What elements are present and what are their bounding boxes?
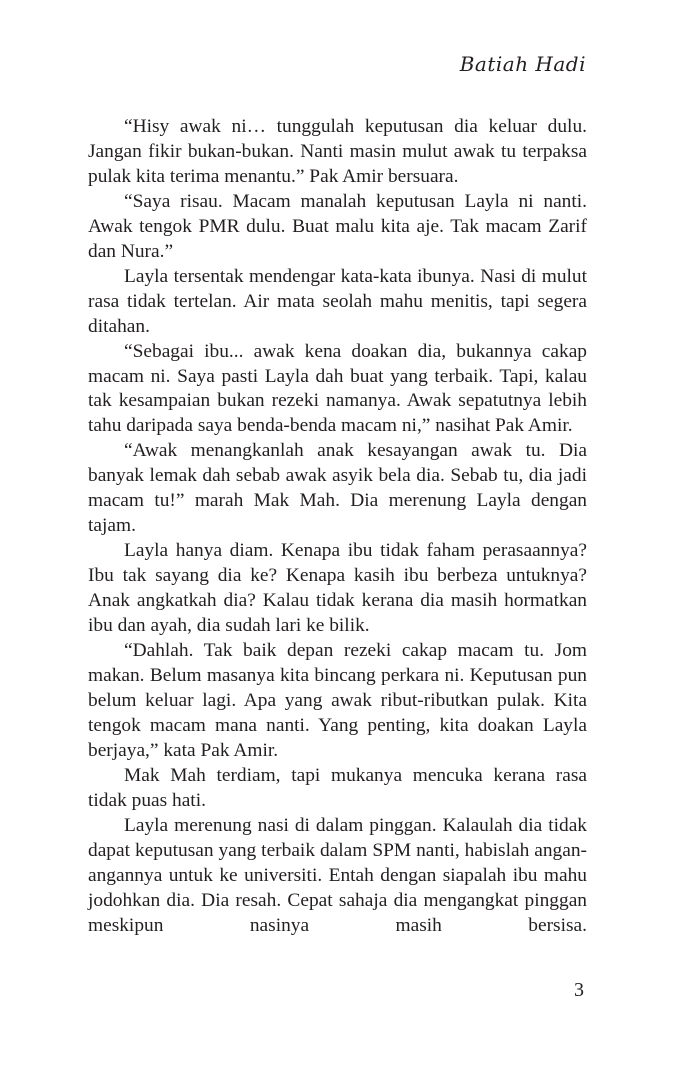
paragraph: “Dahlah. Tak baik depan rezeki cakap macam tu. Jom makan. Belum masanya kita bincang perkara ni. Keputusan pun belum keluar lagi. Apa yang awak ribut-ributkan pulak. Kita tengok macam mana nanti. Yang penting, kita doakan Layla berjaya,” kata Pak Amir.: [88, 640, 587, 761]
paragraph: Layla tersentak mendengar kata-kata ibunya. Nasi di mulut rasa tidak tertelan. Air mata seolah mahu menitis, tapi segera ditahan.: [88, 265, 587, 337]
body-text: [88, 115, 587, 938]
paragraph: Layla merenung nasi di dalam pinggan. Kalaulah dia tidak dapat keputusan yang terbaik dalam SPM nanti, habislah angan-angannya untuk ke universiti. Entah dengan siapalah ibu mahu jodohkan dia. Dia resah. Cepat sahaja dia mengangkat pinggan meskipun nasinya masih bersisa.: [88, 814, 587, 936]
paragraph: “Saya risau. Macam manalah keputusan Layla ni nanti. Awak tengok PMR dulu. Buat malu kita aje. Tak macam Zarif dan Nura.”: [88, 190, 587, 262]
paragraph: “Awak menangkanlah anak kesayangan awak tu. Dia banyak lemak dah sebab awak asyik bela dia. Sebab tu, dia jadi macam tu!” marah Mak Mah. Dia merenung Layla dengan tajam.: [88, 440, 587, 537]
running-head-author: Batiah Hadi: [459, 52, 586, 76]
paragraph: “Sebagai ibu... awak kena doakan dia, bukannya cakap macam ni. Saya pasti Layla dah buat yang terbaik. Tapi, kalau tak kesampaian bukan rezeki namanya. Awak sepatutnya lebih tahu daripada saya benda-benda macam ni,” nasihat Pak Amir.: [88, 340, 587, 437]
paragraph: Mak Mah terdiam, tapi mukanya mencuka kerana rasa tidak puas hati.: [88, 764, 587, 811]
paragraph: “Hisy awak ni… tunggulah keputusan dia keluar dulu. Jangan fikir bukan-bukan. Nanti masin mulut awak tu terpaksa pulak kita terima menantu.” Pak Amir bersuara.: [88, 116, 587, 187]
paragraph: Layla hanya diam. Kenapa ibu tidak faham perasaannya? Ibu tak sayang dia ke? Kenapa kasih ibu berbeza untuknya? Anak angkatkah dia? Kalau tidak kerana dia masih hormatkan ibu dan ayah, dia sudah lari ke bilik.: [88, 540, 587, 637]
page-number: 3: [574, 979, 584, 1001]
